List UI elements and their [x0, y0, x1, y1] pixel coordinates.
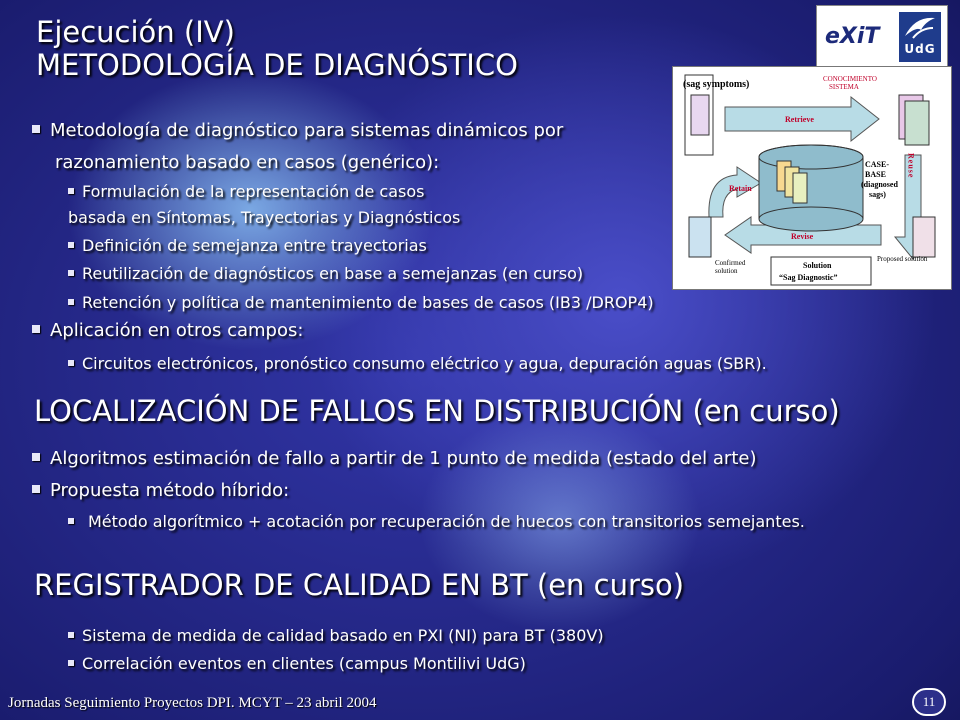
- diagram-case-base-3: (diagnosed: [861, 180, 898, 189]
- sub-bullet-semejanza: Definición de semejanza entre trayectorias: [68, 236, 427, 255]
- diagram-sag-symptoms: (sag symptoms): [683, 79, 750, 90]
- exit-logo-text: eXiT: [825, 24, 880, 49]
- bullet-aplicacion: Aplicación en otros campos:: [32, 320, 303, 341]
- diagram-confirmed-2: solution: [715, 267, 738, 275]
- diagram-case-base-2: BASE: [865, 170, 886, 179]
- page-number: 11: [912, 688, 946, 716]
- heading-localizacion: LOCALIZACIÓN DE FALLOS EN DISTRIBUCIÓN (en curso): [34, 394, 840, 428]
- diagram-conocimiento: CONOCIMIENTO: [823, 75, 877, 83]
- bullet-square-icon: [32, 125, 40, 133]
- bird-icon: [899, 12, 941, 42]
- diagram-case-base-1: CASE-: [865, 160, 890, 169]
- exit-udg-logo: [816, 5, 948, 69]
- diagram-sistema: SISTEMA: [829, 83, 859, 91]
- bullet-square-icon: [68, 270, 74, 276]
- sub-bullet-formulacion: Formulación de la representación de casos: [68, 182, 424, 201]
- sub-bullet-retencion: Retención y política de mantenimiento de bases de casos (IB3 /DROP4): [68, 293, 654, 312]
- slide-title-line1: Ejecución (IV): [36, 15, 235, 49]
- diagram-proposed: Proposed solution: [877, 255, 928, 263]
- diagram-case-base-4: sags): [869, 190, 886, 199]
- bullet-metodologia: Metodología de diagnóstico para sistemas dinámicos por: [32, 120, 563, 141]
- bullet-square-icon: [68, 188, 74, 194]
- diagram-revise: Revise: [791, 232, 814, 241]
- bullet-square-icon: [68, 360, 74, 366]
- cbr-cycle-diagram: [672, 66, 952, 290]
- bullet-propuesta: Propuesta método híbrido:: [32, 480, 289, 501]
- diagram-retrieve: Retrieve: [785, 115, 814, 124]
- bullet-square-icon: [68, 299, 74, 305]
- diagram-solution-1: Solution: [803, 261, 832, 270]
- sub-bullet-sistema-medida: Sistema de medida de calidad basado en PXI (NI) para BT (380V): [68, 626, 604, 645]
- diagram-solution-2: “Sag Diagnostic”: [779, 273, 838, 282]
- bullet-algoritmos: Algoritmos estimación de fallo a partir de 1 punto de medida (estado del arte): [32, 448, 756, 469]
- bullet-square-icon: [68, 518, 74, 524]
- bullet-square-icon: [32, 325, 40, 333]
- diagram-retain: Retain: [729, 184, 752, 193]
- sub-bullet-metodo: Método algorítmico + acotación por recuperación de huecos con transitorios semejantes.: [68, 512, 828, 532]
- bullet-square-icon: [68, 632, 74, 638]
- udg-badge-label: UdG: [904, 42, 936, 56]
- bullet-square-icon: [68, 242, 74, 248]
- sub-bullet-reutilizacion: Reutilización de diagnósticos en base a semejanzas (en curso): [68, 264, 583, 283]
- slide-title: [36, 16, 518, 82]
- bullet-square-icon: [32, 453, 40, 461]
- udg-badge: [899, 12, 941, 62]
- footer-text: Jornadas Seguimiento Proyectos DPI. MCYT – 23 abril 2004: [8, 695, 377, 711]
- bullet-square-icon: [68, 660, 74, 666]
- sub-bullet-correlacion: Correlación eventos en clientes (campus Montilivi UdG): [68, 654, 526, 673]
- bullet-square-icon: [32, 485, 40, 493]
- sub-bullet-circuitos: Circuitos electrónicos, pronóstico consumo eléctrico y agua, depuración aguas (SBR).: [68, 354, 767, 373]
- diagram-confirmed-1: Confirmed: [715, 259, 746, 267]
- slide-title-line2: METODOLOGÍA DE DIAGNÓSTICO: [36, 48, 518, 82]
- sub-bullet-formulacion-cont: basada en Síntomas, Trayectorias y Diagnósticos: [68, 208, 461, 227]
- heading-registrador: REGISTRADOR DE CALIDAD EN BT (en curso): [34, 568, 685, 602]
- diagram-reuse: Reuse: [906, 153, 916, 179]
- bullet-metodologia-cont: razonamiento basado en casos (genérico):: [55, 152, 440, 173]
